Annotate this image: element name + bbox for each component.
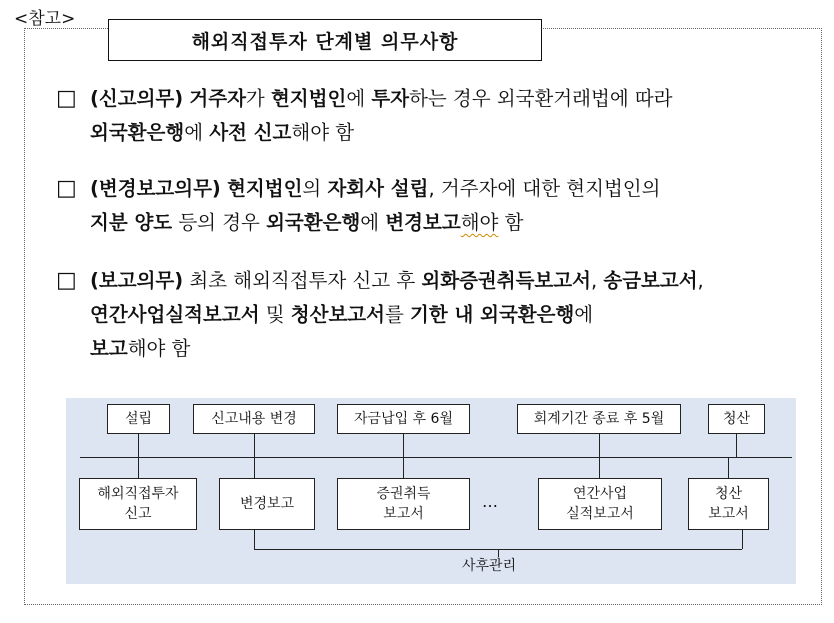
checkbox-icon: □ [56,268,77,293]
item-1-label: (신고의무) [90,87,184,110]
connector [599,457,600,478]
emphasis-text: 기한 내 외국환은행 [410,303,575,326]
body-text: 하는 경우 외국환거래법에 따라 [409,87,673,110]
checkbox-icon: □ [56,86,77,111]
item-3-line-3 [90,337,190,360]
output-change-report: 변경보고 [219,478,315,530]
emphasis-text: 청산보고서 [290,303,385,326]
checkbox-icon: □ [56,176,77,201]
item-3 [56,264,804,366]
emphasis-text: 변경보고 [385,211,461,234]
emphasis-text: 거주자 [189,87,246,110]
body-text: , [590,269,604,292]
output-annual-report: 연간사업 실적보고서 [538,478,662,530]
timeline-line [80,457,792,458]
emphasis-text: 외화증권취득보고서 [421,269,591,292]
emphasis-text: 외국환은행 [90,121,185,144]
body-text: 등의 경우 [172,211,267,234]
connector [403,434,404,457]
ellipsis: … [482,492,498,511]
body-text: 가 [245,87,271,110]
emphasis-text: 송금보고서 [603,269,698,292]
body-text: 함 [498,211,524,234]
item-1-line-2 [90,121,354,144]
body-text: , 거주자에 대한 현지법인의 [428,177,661,200]
emphasis-text: 현지법인 [227,177,303,200]
body-text: 최초 해외직접투자 신고 후 [189,269,422,292]
item-2-line-1 [227,177,660,200]
item-3-line-1 [189,269,703,292]
bracket-left [254,530,255,549]
body-text: 에 [574,303,594,326]
connector [254,434,255,457]
body-text: 해야 함 [127,337,191,360]
connector [254,457,255,478]
stage-fund-payment: 자금납입 후 6월 [337,404,470,434]
emphasis-text: 현지법인 [270,87,347,110]
item-3-line-2 [90,303,593,326]
item-3-label: (보고의무) [90,269,184,292]
body-text: , [697,269,704,292]
connector [138,457,139,478]
emphasis-text: 자회사 설립 [327,177,429,200]
body-text: 해야 [460,211,499,234]
item-1 [56,82,804,150]
output-liquidation-report: 청산 보고서 [688,478,769,530]
emphasis-text: 외국환은행 [266,211,361,234]
output-investment-report: 해외직접투자 신고 [79,478,197,530]
after-management-label: 사후관리 [462,558,517,574]
connector [728,457,729,478]
bracket-right [742,530,743,549]
connector [736,434,737,457]
stage-report-change: 신고내용 변경 [193,404,315,434]
body-text: 의 [302,177,328,200]
body-text: 를 [384,303,411,326]
page-title: 해외직접투자 단계별 의무사항 [108,19,542,61]
connector [138,434,139,457]
emphasis-text: 사전 신고 [209,121,292,144]
connector [403,457,404,478]
stage-establish: 설립 [107,404,170,434]
body-text: 및 [259,303,291,326]
body-text: 에 [360,211,386,234]
stage-liquidation: 청산 [708,404,765,434]
reference-tag: <참고> [14,9,76,29]
emphasis-text: 지분 양도 [90,211,173,234]
item-2-line-2 [90,211,523,234]
output-securities-report: 증권취득 보고서 [337,478,470,530]
emphasis-text: 보고 [90,337,128,360]
item-1-line-1 [189,87,672,110]
body-text: 에 [184,121,210,144]
item-2-label: (변경보고의무) [90,177,221,200]
connector [599,434,600,457]
body-text: 해야 함 [291,121,355,144]
body-text: 에 [346,87,372,110]
emphasis-text: 연간사업실적보고서 [90,303,260,326]
emphasis-text: 투자 [371,87,410,110]
stage-fiscal-end: 회계기간 종료 후 5월 [517,404,681,434]
item-2 [56,172,804,240]
